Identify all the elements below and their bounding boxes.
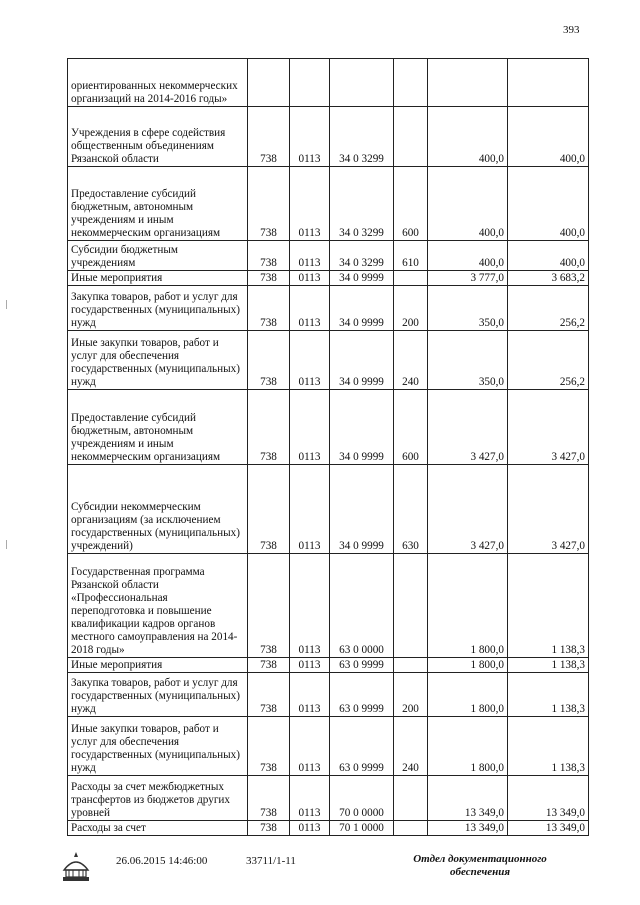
cell-sum-executed: 3 427,0 (508, 390, 589, 465)
cell-csr: 63 0 9999 (330, 658, 394, 673)
cell-csr: 70 1 0000 (330, 821, 394, 836)
cell-sum-planned: 1 800,0 (428, 658, 508, 673)
table-row (68, 271, 589, 286)
table-row (68, 465, 589, 554)
cell-ved: 738 (248, 241, 290, 271)
table-row (68, 717, 589, 776)
footer-department-stamp (410, 853, 550, 879)
cell-csr: 34 0 9999 (330, 286, 394, 331)
table-row (68, 107, 589, 167)
cell-ved: 738 (248, 390, 290, 465)
cell-ved: 738 (248, 673, 290, 717)
cell-csr: 34 0 9999 (330, 331, 394, 390)
cell-sum-executed (508, 59, 589, 107)
cell-vr (394, 776, 428, 821)
cell-name: Субсидии некоммерческим организациям (за исключением государственных (муниципальных) учреждений) (68, 465, 248, 554)
cell-ved: 738 (248, 271, 290, 286)
cell-ved: 738 (248, 107, 290, 167)
table-row (68, 673, 589, 717)
cell-name: Расходы за счет (68, 821, 248, 836)
cell-ved: 738 (248, 658, 290, 673)
table-row (68, 331, 589, 390)
cell-ved: 738 (248, 717, 290, 776)
cell-vr: 630 (394, 465, 428, 554)
cell-sum-planned: 400,0 (428, 167, 508, 241)
table-row (68, 821, 589, 836)
cell-razdel: 0113 (290, 717, 330, 776)
cell-vr: 200 (394, 286, 428, 331)
cell-csr: 34 0 9999 (330, 390, 394, 465)
cell-csr: 34 0 3299 (330, 107, 394, 167)
cell-name: Иные закупки товаров, работ и услуг для обеспечения государственных (муниципальных) нужд (68, 717, 248, 776)
cell-razdel: 0113 (290, 271, 330, 286)
cell-sum-planned: 350,0 (428, 331, 508, 390)
cell-sum-planned: 13 349,0 (428, 776, 508, 821)
cell-razdel: 0113 (290, 331, 330, 390)
cell-vr (394, 554, 428, 658)
margin-mark (6, 300, 7, 309)
cell-csr: 34 0 3299 (330, 241, 394, 271)
table-row (68, 776, 589, 821)
cell-vr: 240 (394, 331, 428, 390)
cell-ved: 738 (248, 286, 290, 331)
cell-vr (394, 658, 428, 673)
cell-name: Предоставление субсидий бюджетным, автономным учреждениям и иным некоммерческим организациям (68, 167, 248, 241)
table-row (68, 167, 589, 241)
cell-vr: 600 (394, 167, 428, 241)
cell-csr: 70 0 0000 (330, 776, 394, 821)
cell-sum-executed: 256,2 (508, 331, 589, 390)
cell-razdel: 0113 (290, 465, 330, 554)
cell-sum-planned: 350,0 (428, 286, 508, 331)
cell-sum-planned: 1 800,0 (428, 673, 508, 717)
footer-document-code: 33711/1-11 (246, 855, 296, 867)
budget-table (67, 58, 589, 836)
cell-sum-planned: 1 800,0 (428, 717, 508, 776)
cell-csr: 63 0 9999 (330, 717, 394, 776)
cell-ved: 738 (248, 465, 290, 554)
cell-name: Закупка товаров, работ и услуг для государственных (муниципальных) нужд (68, 286, 248, 331)
department-line-1: Отдел документационного (413, 853, 547, 865)
cell-sum-planned (428, 59, 508, 107)
cell-razdel: 0113 (290, 821, 330, 836)
cell-razdel: 0113 (290, 107, 330, 167)
cell-vr (394, 59, 428, 107)
cell-vr: 200 (394, 673, 428, 717)
cell-sum-executed: 1 138,3 (508, 717, 589, 776)
cell-razdel (290, 59, 330, 107)
page-number: 393 (563, 24, 580, 36)
cell-vr (394, 271, 428, 286)
cell-sum-executed: 400,0 (508, 167, 589, 241)
cell-sum-executed: 400,0 (508, 107, 589, 167)
cell-name: Иные закупки товаров, работ и услуг для обеспечения государственных (муниципальных) нужд (68, 331, 248, 390)
cell-ved: 738 (248, 821, 290, 836)
cell-name: Иные мероприятия (68, 658, 248, 673)
cell-name: Государственная программа Рязанской области «Профессиональная переподготовка и повышение квалификации кадров органов местного самоуправления на 2014-2018 годы» (68, 554, 248, 658)
table-row (68, 390, 589, 465)
cell-csr: 34 0 9999 (330, 465, 394, 554)
cell-name: Расходы за счет межбюджетных трансфертов из бюджетов других уровней (68, 776, 248, 821)
cell-vr: 240 (394, 717, 428, 776)
table-body (68, 59, 589, 836)
cell-csr: 34 0 9999 (330, 271, 394, 286)
margin-mark (6, 540, 7, 549)
cell-sum-executed: 1 138,3 (508, 673, 589, 717)
cell-sum-executed: 3 683,2 (508, 271, 589, 286)
table-row (68, 658, 589, 673)
cell-vr: 610 (394, 241, 428, 271)
cell-ved: 738 (248, 167, 290, 241)
cell-name: ориентированных некоммерческих организаций на 2014-2016 годы» (68, 59, 248, 107)
duma-emblem-icon (58, 848, 94, 884)
table-row (68, 59, 589, 107)
cell-csr: 34 0 3299 (330, 167, 394, 241)
cell-csr (330, 59, 394, 107)
cell-razdel: 0113 (290, 658, 330, 673)
cell-sum-planned: 1 800,0 (428, 554, 508, 658)
cell-sum-executed: 13 349,0 (508, 776, 589, 821)
table-row (68, 554, 589, 658)
cell-sum-planned: 13 349,0 (428, 821, 508, 836)
cell-razdel: 0113 (290, 554, 330, 658)
cell-ved (248, 59, 290, 107)
cell-sum-planned: 3 427,0 (428, 390, 508, 465)
cell-name: Иные мероприятия (68, 271, 248, 286)
cell-sum-planned: 400,0 (428, 241, 508, 271)
cell-vr: 600 (394, 390, 428, 465)
cell-name: Предоставление субсидий бюджетным, автономным учреждениям и иным некоммерческим организациям (68, 390, 248, 465)
cell-sum-executed: 1 138,3 (508, 554, 589, 658)
cell-sum-executed: 256,2 (508, 286, 589, 331)
cell-ved: 738 (248, 776, 290, 821)
cell-ved: 738 (248, 554, 290, 658)
cell-vr (394, 821, 428, 836)
cell-razdel: 0113 (290, 286, 330, 331)
cell-csr: 63 0 9999 (330, 673, 394, 717)
cell-name: Закупка товаров, работ и услуг для государственных (муниципальных) нужд (68, 673, 248, 717)
cell-razdel: 0113 (290, 241, 330, 271)
cell-sum-executed: 1 138,3 (508, 658, 589, 673)
table-row (68, 241, 589, 271)
cell-ved: 738 (248, 331, 290, 390)
cell-razdel: 0113 (290, 673, 330, 717)
cell-sum-planned: 400,0 (428, 107, 508, 167)
cell-name: Учреждения в сфере содействия общественным объединениям Рязанской области (68, 107, 248, 167)
cell-csr: 63 0 0000 (330, 554, 394, 658)
department-line-2: обеспечения (449, 866, 510, 878)
cell-razdel: 0113 (290, 776, 330, 821)
cell-vr (394, 107, 428, 167)
cell-razdel: 0113 (290, 390, 330, 465)
cell-sum-planned: 3 777,0 (428, 271, 508, 286)
cell-sum-executed: 3 427,0 (508, 465, 589, 554)
cell-sum-executed: 400,0 (508, 241, 589, 271)
footer-date: 26.06.2015 14:46:00 (116, 855, 208, 867)
table-row (68, 286, 589, 331)
cell-razdel: 0113 (290, 167, 330, 241)
cell-name: Субсидии бюджетным учреждениям (68, 241, 248, 271)
cell-sum-planned: 3 427,0 (428, 465, 508, 554)
cell-sum-executed: 13 349,0 (508, 821, 589, 836)
